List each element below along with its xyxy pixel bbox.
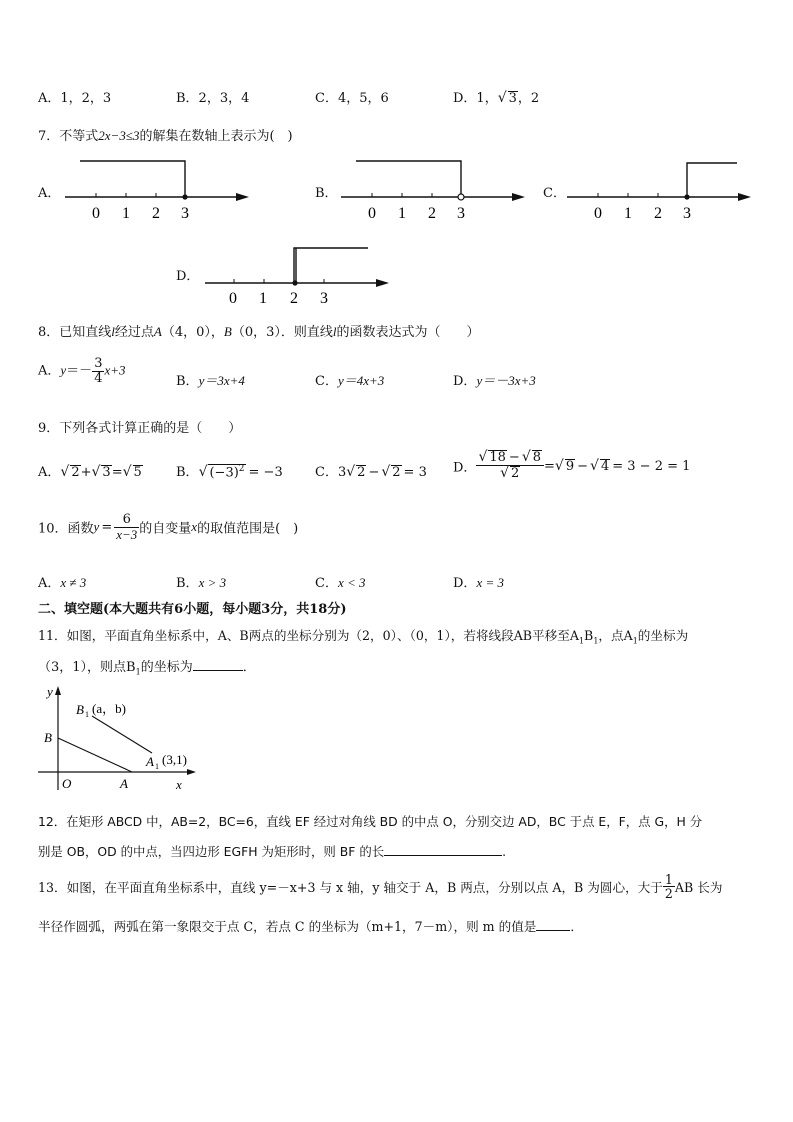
q8-stem-pre: 8．已知直线 [38, 325, 112, 340]
q7-c-tick-1: 1 [624, 205, 632, 222]
q10-option-d [453, 572, 504, 591]
q7-stem-pre: 7．不等式 [38, 129, 99, 144]
q10-eq: = [101, 519, 113, 535]
q12-line-2 [38, 842, 506, 860]
q7-a-tick-3: 3 [181, 205, 189, 222]
q8-option-b [176, 370, 245, 389]
q8-d-expr: ＝－3x+3 [482, 373, 536, 388]
q8-d-y: y [476, 373, 483, 388]
q13-text-1a: 13．如图，在平面直角坐标系中，直线 y=－x+3 与 x 轴，y 轴交于 A，B 两点，分别以点 A，B 为圆心，大于 [38, 880, 663, 896]
q7-number-line-b [336, 155, 531, 225]
q10-d-label: D． [453, 576, 477, 591]
q8-a-eq: ＝－ [66, 363, 93, 379]
q9-c-label: C． [315, 465, 338, 480]
q9-c-sqrt-1: 2 [357, 465, 366, 480]
q9-a-plus: + [80, 465, 92, 480]
radical-sign: √ [497, 90, 507, 106]
q8-option-d [453, 370, 536, 389]
q13-text-2: 半径作圆弧，两弧在第一象限交于点 C，若点 C 的坐标为（m+1，7－m），则 m 的值是 [38, 919, 537, 934]
q9-a-sqrt-2: 3 [102, 465, 111, 480]
q7-d-tick-3: 3 [320, 290, 328, 307]
radical-sign: √ [122, 464, 132, 480]
q7-inequality: 2x−3≤3 [98, 128, 140, 143]
q7-a-tick-0: 0 [92, 205, 100, 222]
q8-a-post: x+3 [104, 362, 126, 378]
q7-b-tick-2: 2 [428, 205, 436, 222]
q13-line-2 [38, 916, 583, 935]
q7-d-tick-2: 2 [290, 290, 298, 307]
q11-answer-blank[interactable] [193, 658, 243, 671]
q8-d-label: D． [453, 374, 477, 389]
q13-answer-blank[interactable] [536, 918, 570, 931]
q9-d-minus: − [508, 450, 520, 465]
radical-sign: √ [500, 465, 510, 482]
q10-stem-post: 的自变量 [139, 521, 192, 537]
q9-c-coef: 3 [337, 465, 347, 480]
q7-c-tick-0: 0 [594, 205, 602, 222]
q9-d-eq: = [544, 458, 555, 474]
q9-option-d [453, 450, 690, 482]
q10-b-expr: x > 3 [198, 575, 227, 590]
q8-b-coord: （0，3）．则直线 [231, 325, 333, 340]
q9-b-sqrt [208, 464, 245, 481]
q13-denominator: 2 [664, 886, 673, 902]
q11-line-1 [38, 625, 688, 646]
q12-tail: . [502, 844, 507, 859]
radical-sign: √ [478, 449, 488, 465]
q11-fig-o: O [62, 776, 72, 791]
q10-option-a [38, 572, 86, 591]
q8-option-c [315, 370, 384, 389]
q7-d-tick-1: 1 [259, 290, 267, 307]
q10-y: y [93, 519, 100, 535]
q9-d-sqrt-9: 9 [565, 458, 575, 474]
q8-b-expr: ＝3x+4 [204, 373, 245, 388]
q7-number-line-d [200, 240, 395, 310]
section-heading: 二、填空题(本大题共有6小题，每小题3分，共18分) [38, 602, 347, 617]
q10-a-label: A． [38, 576, 61, 591]
q10-denominator: x−3 [116, 526, 138, 542]
q10-fraction [114, 513, 139, 541]
radical-sign: √ [60, 464, 70, 480]
q7-label-c: C． [543, 186, 566, 201]
q10-stem [38, 513, 298, 541]
q9-a-sqrt-1: 2 [71, 465, 80, 480]
radical-sign: √ [554, 457, 564, 474]
q8-option-a [38, 357, 126, 385]
radical-sign: √ [521, 449, 531, 465]
q11-fig-a1-sub: 1 [155, 762, 159, 771]
q6-option-c: C．4，5，6 [315, 91, 389, 106]
q8-b-label: B． [176, 374, 199, 389]
q9-d-sqrt-8: 8 [532, 450, 542, 465]
q9-d-denominator [476, 466, 544, 481]
q8-a-label: A． [38, 363, 61, 379]
q6-d-prefix: D．1， [453, 91, 498, 106]
q6-d-sqrt: 3 [508, 91, 517, 106]
q9-b-inner: (−3) [209, 465, 239, 480]
q8-line-l: l [111, 324, 115, 339]
q8-stem-mid: 经过点 [114, 325, 154, 340]
q10-d-expr: x = 3 [476, 575, 504, 590]
q9-option-a [38, 461, 143, 480]
q11-sub-2: 1 [593, 636, 599, 646]
q11-sub-3: 1 [632, 636, 638, 646]
q9-d-sqrt-18: 18 [489, 450, 506, 465]
q9-c-minus: − [368, 465, 380, 480]
q9-d-sqrt-2: 2 [511, 466, 520, 482]
q11-fig-a1: A [146, 754, 154, 769]
q7-number-line-c [562, 155, 757, 225]
q10-x: x [191, 519, 198, 535]
q9-c-sqrt-2: 2 [392, 465, 401, 480]
q11-sub-4: 1 [135, 667, 141, 677]
q9-option-c [315, 461, 427, 480]
q8-stem-tail: 的函数表达式为（ ） [336, 325, 480, 340]
q13-fraction [663, 873, 675, 900]
q9-c-rhs: = 3 [403, 465, 427, 480]
q7-c-tick-2: 2 [654, 205, 662, 222]
q9-d-numerator [476, 450, 544, 466]
q7-label-d: D． [176, 269, 200, 284]
q11-fig-x: x [176, 777, 182, 792]
q9-b-exponent: 2 [238, 463, 245, 474]
q11-line-2 [38, 656, 256, 677]
q8-a-denominator: 4 [94, 370, 103, 386]
q7-a-tick-1: 1 [122, 205, 130, 222]
q8-a-fraction [92, 357, 104, 385]
q13-numerator: 1 [664, 872, 673, 887]
q11-text-2c: ． [242, 660, 256, 675]
q8-b-y: y [198, 373, 205, 388]
q8-c-y: y [337, 373, 344, 388]
q11-text-1b: ，点A [598, 628, 633, 643]
q10-stem-pre: 10．函数 [38, 521, 94, 537]
q11-text-1c: 的坐标为 [637, 628, 689, 643]
q9-d-label: D． [453, 460, 477, 476]
q12-answer-blank[interactable] [384, 843, 502, 856]
radical-sign: √ [91, 464, 101, 480]
q9-a-eq: = [111, 465, 123, 480]
q9-a-sqrt-3: 5 [133, 465, 142, 480]
q10-numerator: 6 [114, 513, 139, 528]
q7-c-tick-3: 3 [683, 205, 691, 222]
q7-b-tick-3: 3 [457, 205, 465, 222]
q12-line-1: 12．在矩形 ABCD 中，AB=2，BC=6，直线 EF 经过对角线 BD 的中点 O，分别交边 AD，BC 于点 E，F，点 G，H 分 [38, 814, 703, 829]
radical-sign: √ [346, 464, 356, 480]
q9-b-rhs: = −3 [248, 465, 283, 480]
q9-b-label: B． [176, 465, 199, 480]
q11-fig-a: A [120, 776, 128, 791]
q11-fig-b1-coord: (a，b) [92, 701, 126, 716]
q10-b-label: B． [176, 576, 199, 591]
q11-text-1: 11．如图，平面直角坐标系中，A、B两点的坐标分别为（2，0）、（0，1），若将线段AB平移至A [38, 628, 579, 643]
q8-a-y: y [60, 362, 67, 378]
q8-a-numerator: 3 [94, 356, 103, 371]
q10-c-expr: x < 3 [337, 575, 366, 590]
q11-fig-b1-sub: 1 [85, 710, 89, 719]
q7-number-line-a [60, 155, 255, 225]
q11-fig-y: y [47, 684, 53, 699]
q13-tail: ． [570, 919, 583, 934]
q10-stem-tail: 的取值范围是( ) [197, 521, 299, 537]
q6-option-b: B．2，3，4 [176, 91, 250, 106]
q9-d-sqrt-4: 4 [600, 458, 610, 474]
q11-b1: B [584, 628, 594, 643]
q7-b-tick-0: 0 [368, 205, 376, 222]
radical-sign: √ [381, 464, 391, 480]
q7-stem [38, 125, 293, 144]
q9-d-minus-2: − [577, 458, 589, 474]
q11-text-2a: （3，1），则点B [38, 660, 136, 675]
q11-coordinate-figure [30, 680, 210, 795]
q8-c-expr: ＝4x+3 [343, 373, 385, 388]
q8-c-label: C． [315, 374, 338, 389]
q7-b-tick-1: 1 [398, 205, 406, 222]
q10-option-b [176, 572, 226, 591]
q11-sub-1: 1 [578, 636, 585, 646]
q7-d-tick-0: 0 [229, 290, 237, 307]
q11-fig-b: B [44, 730, 52, 745]
q8-stem [38, 321, 480, 340]
q7-stem-post: 的解集在数轴上表示为( ) [139, 129, 293, 144]
q6-d-suffix: ，2 [517, 91, 540, 106]
q9-a-label: A． [38, 465, 61, 480]
q13-line-1 [38, 873, 722, 900]
q6-option-a: A．1，2，3 [38, 91, 112, 106]
q10-c-label: C． [315, 576, 338, 591]
radical-sign: √ [198, 464, 208, 480]
q10-option-c [315, 572, 366, 591]
q7-label-b: B． [315, 186, 338, 201]
q7-a-tick-2: 2 [152, 205, 160, 222]
q12-text-2: 别是 OB，OD 的中点，当四边形 EGFH 为矩形时，则 BF 的长 [38, 844, 385, 859]
q9-d-fraction [476, 450, 544, 482]
q8-point-b: B [223, 324, 232, 339]
q11-fig-a1-coord: (3,1) [162, 752, 187, 767]
q13-text-1b: AB 长为 [674, 880, 723, 896]
q9-d-result: = 3 − 2 = 1 [612, 458, 691, 474]
q9-d-rhs [544, 459, 690, 474]
q7-label-a: A． [38, 186, 61, 201]
q9-stem: 9．下列各式计算正确的是（ ） [38, 421, 242, 436]
q8-line-l-2: l [332, 324, 337, 339]
q10-a-expr: x ≠ 3 [60, 575, 87, 590]
q9-option-b [176, 461, 283, 480]
q8-point-a: A [153, 324, 162, 339]
q11-text-2b: 的坐标为 [140, 660, 193, 675]
q11-fig-b1: B [76, 702, 84, 717]
q8-a-coord: （4，0）， [161, 325, 224, 340]
radical-sign: √ [590, 457, 599, 474]
q6-option-d [453, 87, 539, 106]
